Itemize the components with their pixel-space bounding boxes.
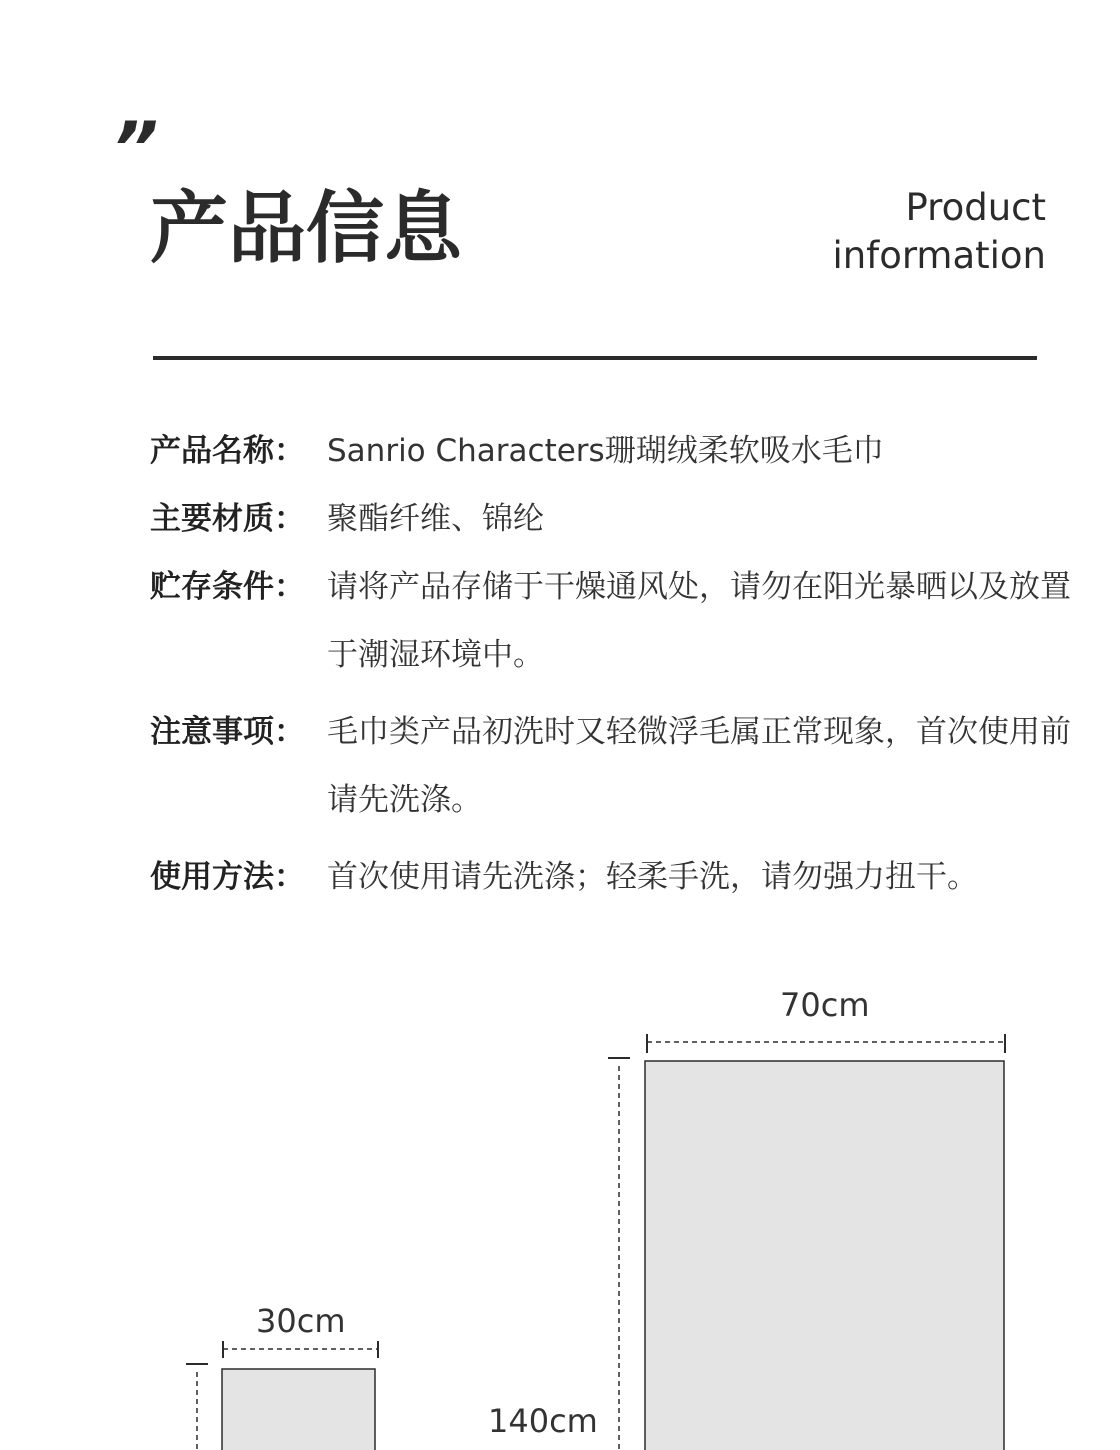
info-row-name <box>150 426 1080 476</box>
info-value: 毛巾类产品初洗时又轻微浮毛属正常现象，首次使用前请先洗涤。 <box>327 714 1071 818</box>
page-title: 产品信息 <box>150 184 463 274</box>
large-towel-shape <box>645 1061 1004 1450</box>
small-width-label: 30cm <box>256 1302 346 1340</box>
info-label: 注意事项： <box>150 714 305 750</box>
info-label: 贮存条件： <box>150 569 305 605</box>
info-label: 主要材质： <box>150 501 305 537</box>
info-value: 首次使用请先洗涤；轻柔手洗，请勿强力扭干。 <box>327 859 978 895</box>
large-width-label: 70cm <box>780 986 870 1024</box>
info-row-storage <box>150 562 1080 689</box>
small-towel-shape <box>222 1369 375 1450</box>
info-label: 使用方法： <box>150 859 305 895</box>
info-row-material <box>150 494 1080 544</box>
info-value: 请将产品存储于干燥通风处，请勿在阳光暴晒以及放置于潮湿环境中。 <box>327 569 1071 673</box>
subtitle-line-2: information <box>832 234 1046 277</box>
page-subtitle <box>726 184 1046 280</box>
product-info-list <box>150 426 1080 920</box>
section-divider <box>153 356 1037 360</box>
subtitle-line-1: Product <box>905 186 1046 229</box>
info-row-notice <box>150 707 1080 834</box>
large-height-label: 140cm <box>488 1402 598 1440</box>
info-row-usage <box>150 852 1080 902</box>
info-value: Sanrio Characters珊瑚绒柔软吸水毛巾 <box>327 433 884 469</box>
info-value: 聚酯纤维、锦纶 <box>327 501 544 537</box>
info-label: 产品名称： <box>150 433 305 469</box>
quote-mark-icon: ” <box>112 106 155 190</box>
